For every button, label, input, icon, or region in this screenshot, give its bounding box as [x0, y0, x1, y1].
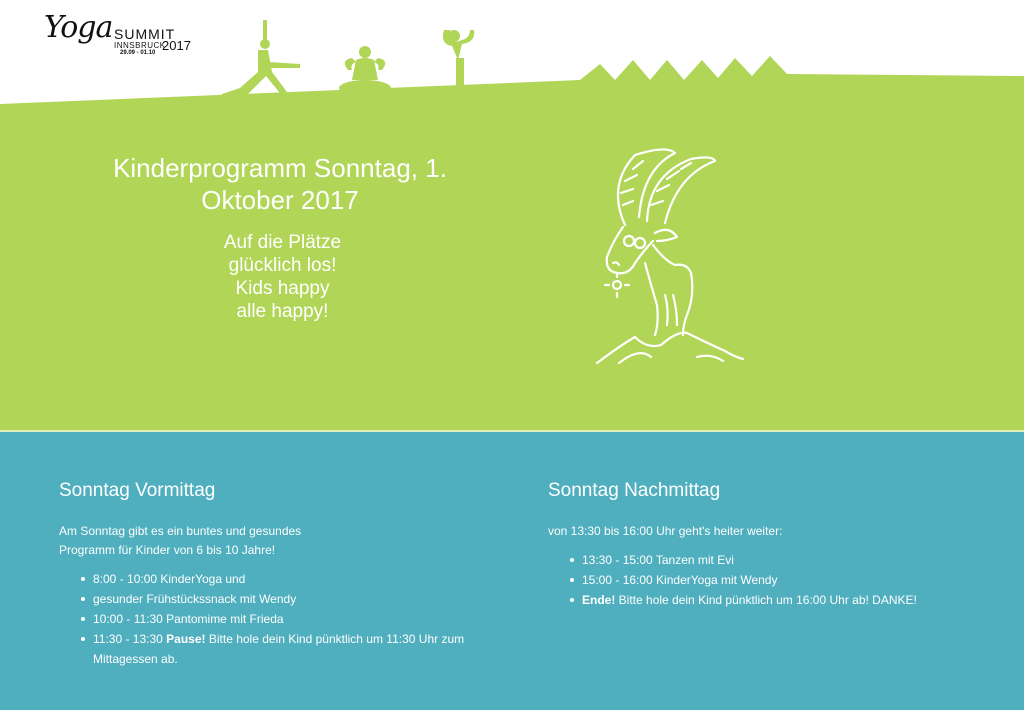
- morning-intro: [59, 522, 499, 560]
- logo-city: INNSBRUCK: [114, 41, 166, 50]
- list-item: [93, 589, 499, 609]
- list-item: [93, 609, 499, 629]
- yoga-figure-lotus-icon: [339, 46, 391, 98]
- afternoon-list: [548, 550, 988, 610]
- morning-intro-line: Programm für Kinder von 6 bis 10 Jahre!: [59, 543, 276, 557]
- afternoon-intro-line: von 13:30 bis 16:00 Uhr geht's heiter weiter:: [548, 524, 783, 538]
- list-item-text: 13:30 - 15:00 Tanzen mit Evi: [582, 553, 734, 567]
- hero-subtitle-line: Auf die Plätze: [223, 232, 342, 253]
- morning-intro-line: Am Sonntag gibt es ein buntes und gesundes: [59, 524, 302, 538]
- morning-heading: Sonntag Vormittag: [59, 480, 216, 501]
- green-band: [0, 56, 1024, 432]
- list-item: [582, 590, 988, 610]
- list-item: [582, 570, 988, 590]
- yoga-figure-triangle-icon: [220, 20, 300, 98]
- logo-brand: Yoga: [44, 10, 113, 45]
- list-item-text: 15:00 - 16:00 KinderYoga mit Wendy: [582, 573, 778, 587]
- logo-dates: 29.09 - 01.10: [120, 50, 156, 56]
- list-item: [93, 569, 499, 589]
- hero-subtitle-line: glücklich los!: [228, 255, 337, 276]
- list-item-text: Bitte hole dein Kind pünktlich um 16:00 Uhr ab! DANKE!: [615, 593, 917, 607]
- list-item-text: Bitte hole dein Kind pünktlich um 11:30 Uhr zum Mittagessen ab.: [93, 632, 465, 666]
- list-item-bold: Pause!: [166, 632, 206, 646]
- page-title: Kinderprogramm Sonntag, 1. Oktober 2017: [113, 153, 447, 215]
- list-item: [93, 629, 499, 669]
- yoga-summit-logo[interactable]: [44, 10, 194, 60]
- logo-name: SUMMIT: [114, 26, 176, 42]
- hero-subtitle-line: alle happy!: [236, 301, 329, 322]
- yoga-figure-dancer-icon: [443, 30, 494, 99]
- list-item: [582, 550, 988, 570]
- list-item-text: 10:00 - 11:30 Pantomime mit Frieda: [93, 612, 284, 626]
- program-section: [0, 432, 1024, 710]
- list-item-text: gesunder Frühstückssnack mit Wendy: [93, 592, 297, 606]
- afternoon-intro: [548, 522, 988, 541]
- afternoon-column: [548, 480, 988, 610]
- hero-subtitle: [175, 231, 390, 323]
- morning-column: [59, 480, 499, 669]
- logo-year: 2017: [162, 38, 191, 53]
- hero-subtitle-line: Kids happy: [235, 278, 330, 299]
- list-item-bold: Ende!: [582, 593, 616, 607]
- list-item-text: 8:00 - 10:00 KinderYoga und: [93, 572, 246, 586]
- list-item-prefix: 11:30 - 13:30: [93, 632, 167, 646]
- ibex-icon: [595, 145, 745, 370]
- afternoon-heading: Sonntag Nachmittag: [548, 480, 721, 501]
- morning-list: [59, 569, 499, 669]
